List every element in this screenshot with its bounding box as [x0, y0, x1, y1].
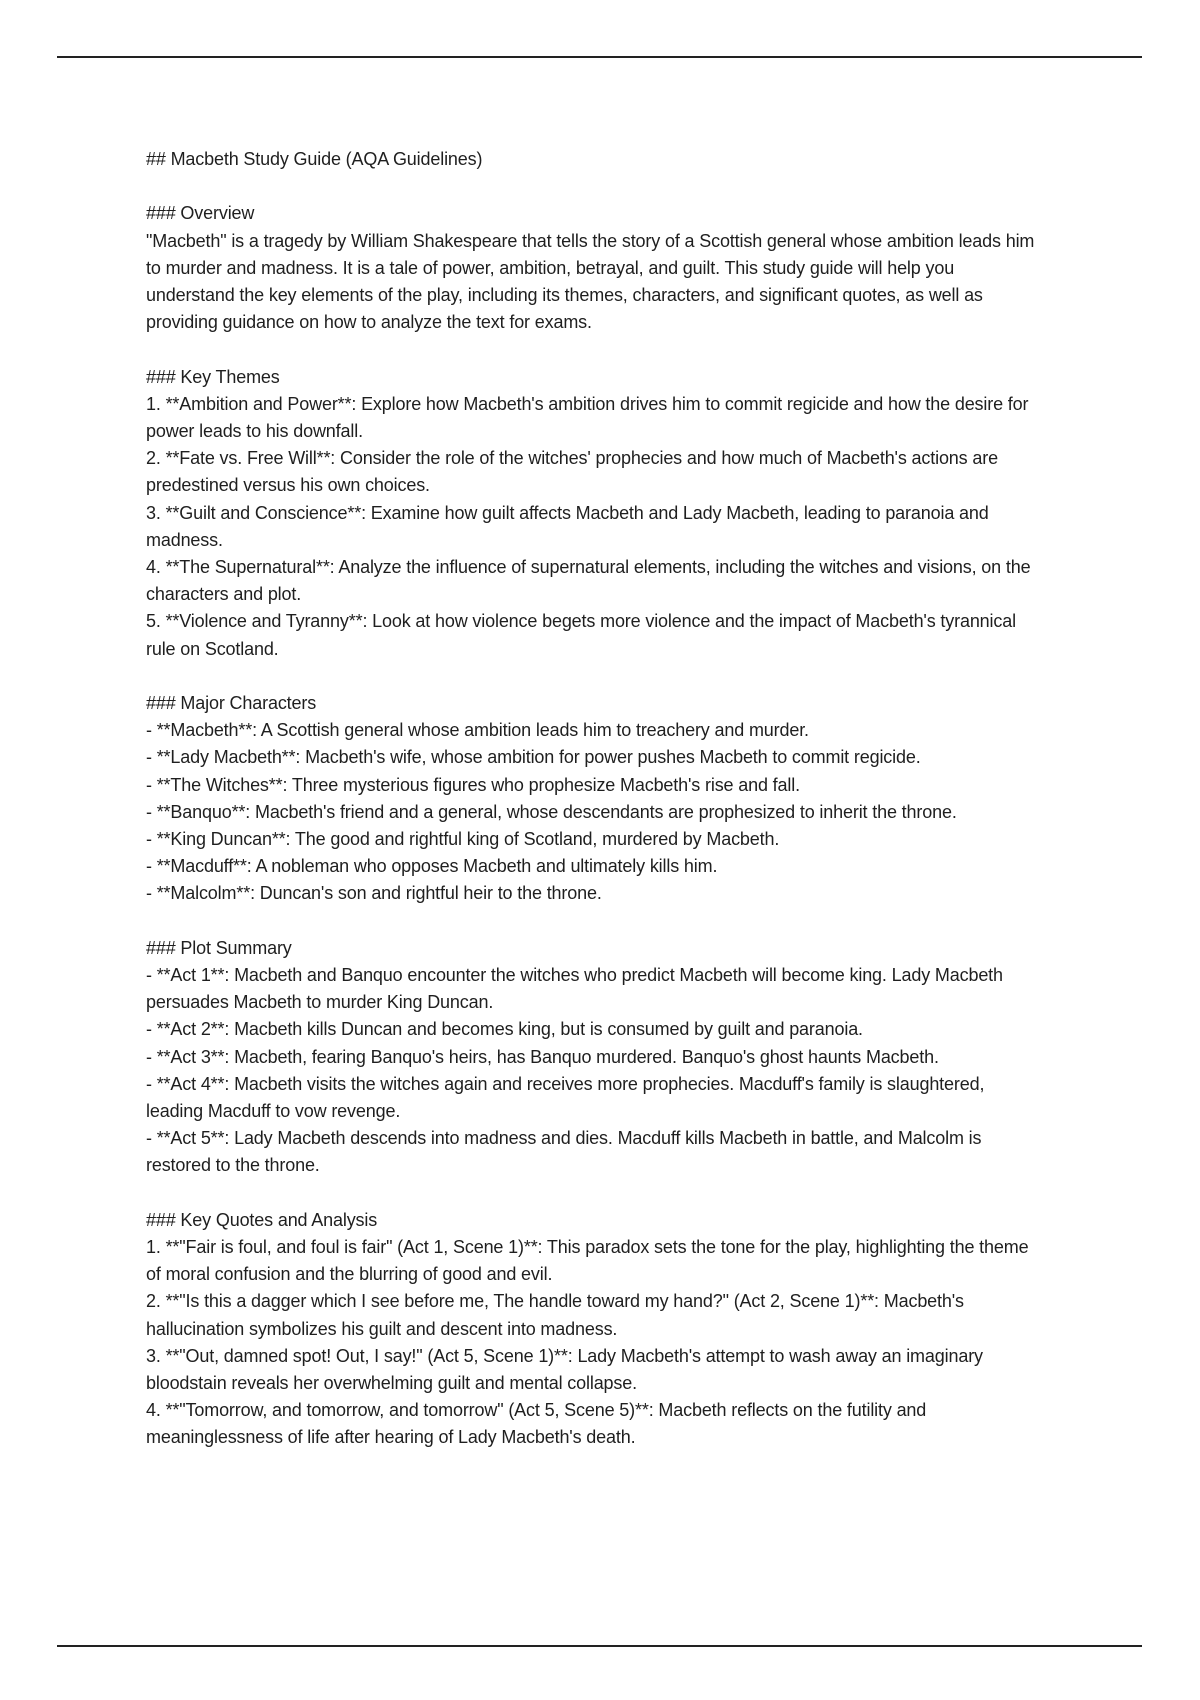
spacer: [146, 336, 1046, 363]
quotes-section: [146, 1207, 1046, 1452]
quote-item: 4. **"Tomorrow, and tomorrow, and tomorrow" (Act 5, Scene 5)**: Macbeth reflects on the futility and meaninglessness of life after hearing of Lady Macbeth's death.: [146, 1400, 927, 1448]
quote-item: 3. **"Out, damned spot! Out, I say!" (Act 5, Scene 1)**: Lady Macbeth's attempt to wash away an imaginary bloodstain reveals her overwhelming guilt and mental collapse.: [146, 1345, 983, 1394]
character-item: - **Banquo**: Macbeth's friend and a general, whose descendants are prophesized to inherit the throne.: [146, 801, 957, 822]
plot-item: - **Act 4**: Macbeth visits the witches again and receives more prophecies. Macduff's family is slaughtered, leading Macduff to vow revenge.: [146, 1073, 985, 1122]
plot-item: - **Act 1**: Macbeth and Banquo encounter the witches who predict Macbeth will become king. Lady Macbeth persuades Macbeth to murder King Duncan.: [146, 965, 1003, 1013]
character-item: - **Macbeth**: A Scottish general whose ambition leads him to treachery and murder.: [146, 720, 809, 741]
spacer: [146, 663, 1046, 690]
spacer: [146, 173, 1046, 200]
spacer: [146, 1180, 1046, 1207]
page-bottom-rule: [57, 1645, 1142, 1647]
theme-item: 4. **The Supernatural**: Analyze the influence of supernatural elements, including the witches and visions, on the characters and plot.: [146, 557, 1031, 605]
characters-section: [146, 690, 1046, 908]
plot-item: - **Act 5**: Lady Macbeth descends into madness and dies. Macduff kills Macbeth in battle, and Malcolm is restored to the throne.: [146, 1128, 982, 1176]
overview-text: "Macbeth" is a tragedy by William Shakespeare that tells the story of a Scottish general whose ambition leads him to murder and madness. It is a tale of power, ambition, betrayal, and guilt. This study guide will help you understand the key elements of the play, including its themes, characters, and significant quotes, as well as providing guidance on how to analyze the text for exams.: [146, 230, 1035, 333]
overview-heading: ### Overview: [146, 203, 255, 224]
quote-item: 2. **"Is this a dagger which I see before me, The handle toward my hand?" (Act 2, Scene 1)**: Macbeth's hallucination symbolizes his guilt and descent into madness.: [146, 1291, 964, 1339]
plot-heading: ### Plot Summary: [146, 937, 292, 958]
study-guide-body: [146, 146, 1046, 1452]
quote-item: 1. **"Fair is foul, and foul is fair" (Act 1, Scene 1)**: This paradox sets the tone for the play, highlighting the theme of moral confusion and the blurring of good and evil.: [146, 1237, 1029, 1285]
spacer: [146, 908, 1046, 935]
overview-section: [146, 200, 1046, 336]
character-item: - **The Witches**: Three mysterious figures who prophesize Macbeth's rise and fall.: [146, 774, 800, 795]
plot-item: - **Act 3**: Macbeth, fearing Banquo's heirs, has Banquo murdered. Banquo's ghost haunts Macbeth.: [146, 1046, 939, 1067]
character-item: - **Malcolm**: Duncan's son and rightful heir to the throne.: [146, 883, 602, 904]
theme-item: 5. **Violence and Tyranny**: Look at how violence begets more violence and the impact of Macbeth's tyrannical rule on Scotland.: [146, 611, 1016, 659]
page-top-rule: [57, 56, 1142, 58]
document-title: ## Macbeth Study Guide (AQA Guidelines): [146, 149, 483, 169]
theme-item: 2. **Fate vs. Free Will**: Consider the role of the witches' prophecies and how much of Macbeth's actions are predestined versus his own choices.: [146, 448, 998, 496]
quotes-heading: ### Key Quotes and Analysis: [146, 1209, 378, 1230]
theme-item: 1. **Ambition and Power**: Explore how Macbeth's ambition drives him to commit regicide and how the desire for power leads to his downfall.: [146, 393, 1029, 441]
characters-heading: ### Major Characters: [146, 693, 317, 714]
character-item: - **King Duncan**: The good and rightful king of Scotland, murdered by Macbeth.: [146, 829, 780, 850]
plot-item: - **Act 2**: Macbeth kills Duncan and becomes king, but is consumed by guilt and paranoia.: [146, 1019, 863, 1040]
themes-heading: ### Key Themes: [146, 366, 280, 387]
themes-section: [146, 364, 1046, 663]
plot-section: [146, 935, 1046, 1180]
theme-item: 3. **Guilt and Conscience**: Examine how guilt affects Macbeth and Lady Macbeth, leading to paranoia and madness.: [146, 502, 989, 550]
character-item: - **Macduff**: A nobleman who opposes Macbeth and ultimately kills him.: [146, 856, 718, 877]
character-item: - **Lady Macbeth**: Macbeth's wife, whose ambition for power pushes Macbeth to commit regicide.: [146, 747, 921, 768]
